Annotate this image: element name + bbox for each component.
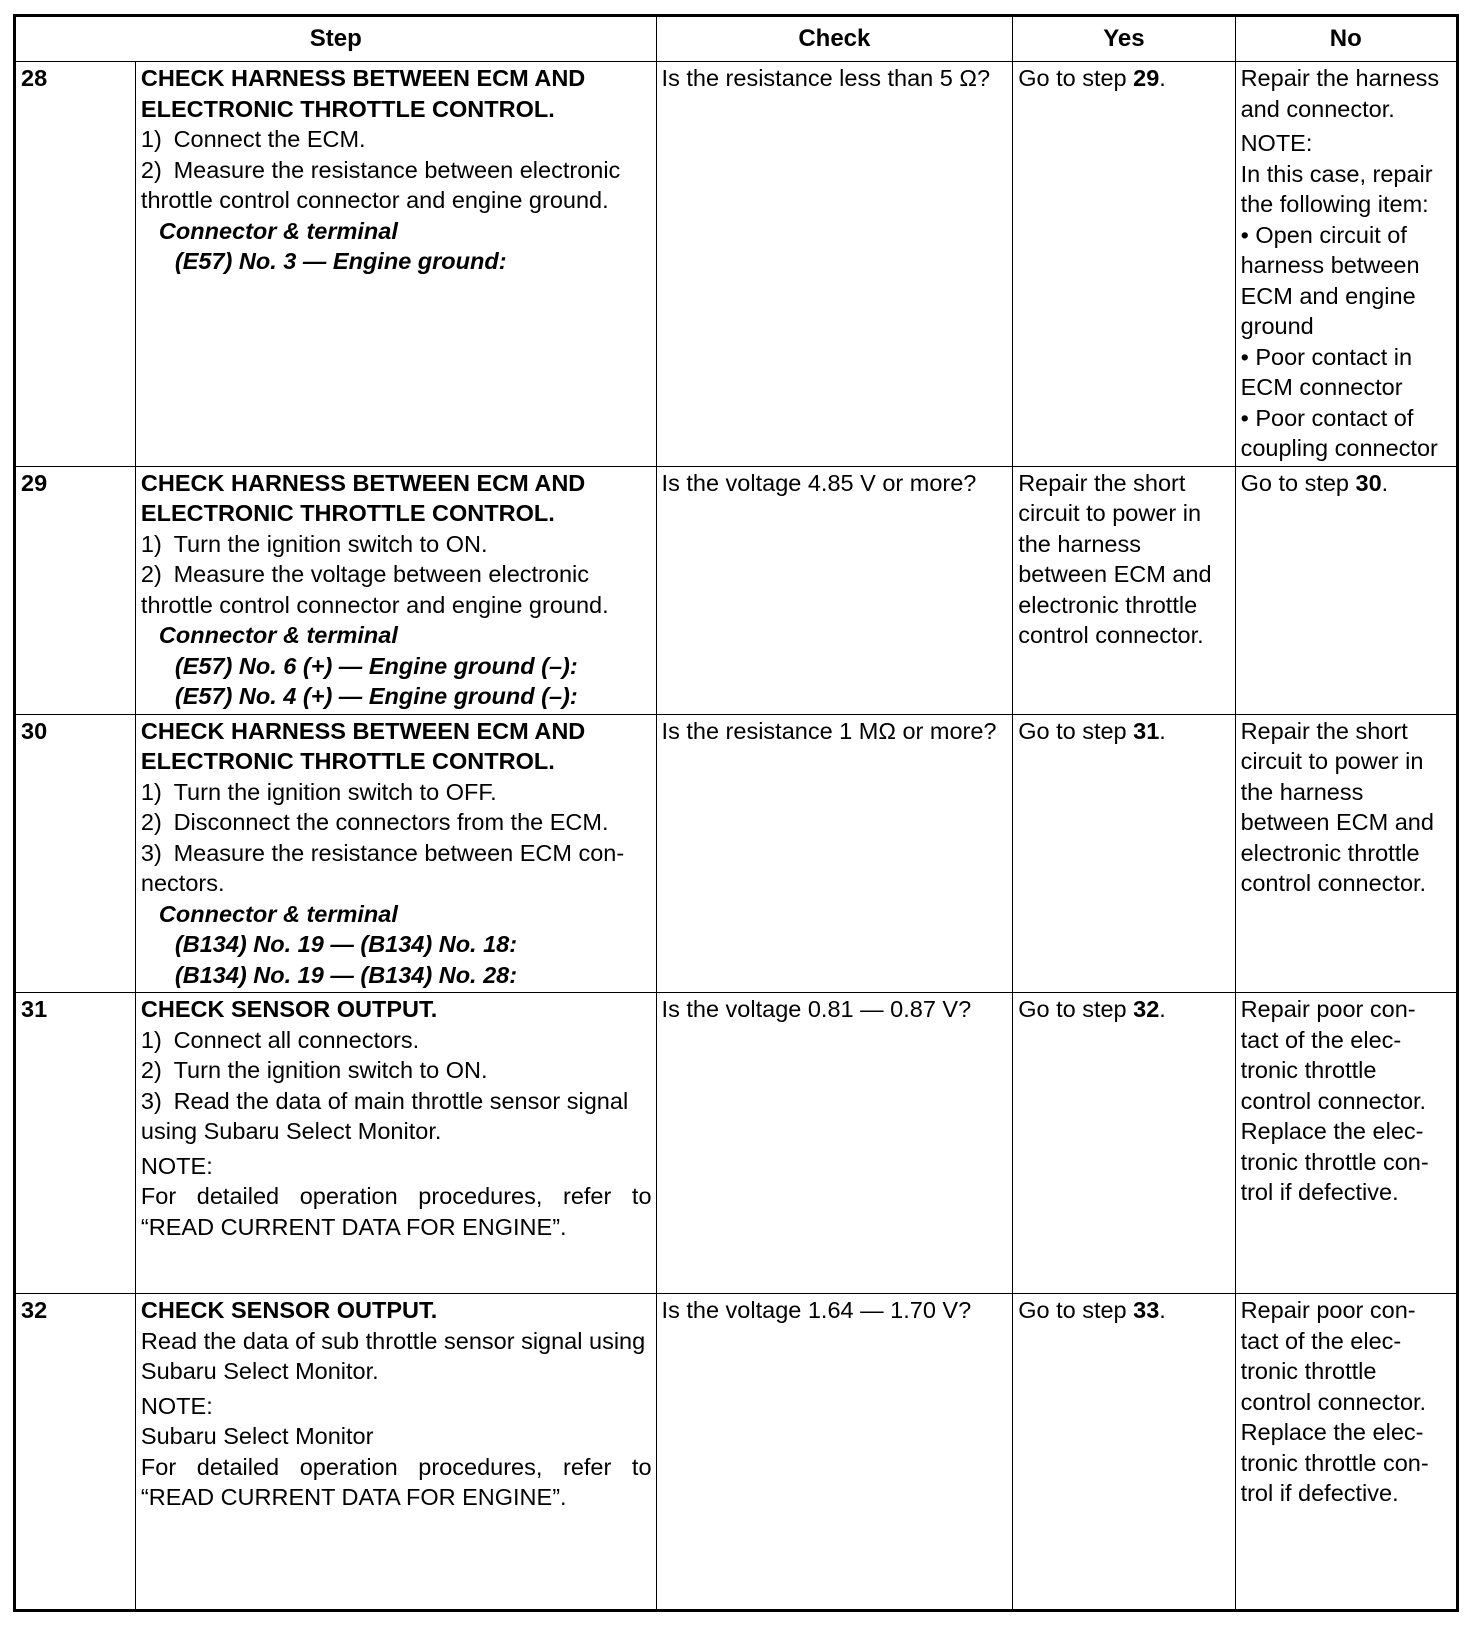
step-title: CHECK HARNESS BETWEEN ECM AND — [140, 717, 586, 744]
step-title: CHECK SENSOR OUTPUT. — [140, 996, 438, 1022]
connector-label: Connector & terminal — [158, 622, 398, 648]
step-description — [135, 62, 656, 467]
note-label: NOTE: — [140, 1152, 213, 1179]
step-item: 1) Connect the ECM. — [140, 126, 366, 152]
yes-cell: Repair the short circuit to power in the harness between ECM and electronic throttle control connector. — [1013, 466, 1235, 714]
note-label: NOTE: — [1240, 130, 1313, 156]
terminal: (E57) No. 4 (+) — Engine ground (–): — [174, 683, 578, 709]
table-row — [15, 714, 1458, 993]
yes-prefix: Go to step — [1018, 717, 1134, 744]
step-title: CHECK SENSOR OUTPUT. — [140, 1297, 438, 1323]
yes-step: 33 — [1133, 1297, 1160, 1323]
header-check: Check — [656, 16, 1013, 62]
table-row — [15, 466, 1458, 714]
yes-step: 29 — [1133, 65, 1160, 91]
step-title: CHECK HARNESS BETWEEN ECM AND — [140, 469, 586, 496]
yes-step: 31 — [1133, 717, 1160, 744]
table-row — [15, 1294, 1458, 1611]
yes-cell — [1013, 1294, 1235, 1611]
note-bullet: • Poor contact of coupling connector — [1241, 403, 1452, 464]
step-item: 3) Read the data of main throttle sensor signal using Subaru Select Monitor. — [140, 1087, 629, 1144]
no-text: Repair the harness and connector. — [1240, 65, 1440, 122]
step-description — [135, 466, 656, 714]
yes-cell — [1013, 714, 1235, 993]
note-label: NOTE: — [140, 1392, 213, 1419]
no-step: 30 — [1355, 469, 1382, 496]
note-bullet: • Poor contact in ECM connector — [1241, 342, 1452, 403]
yes-prefix: Go to step — [1018, 65, 1134, 91]
terminal: (E57) No. 3 — Engine ground: — [174, 248, 507, 274]
note-text: For detailed operation procedures, refer to “READ CURRENT DATA FOR ENGINE”. — [140, 1453, 652, 1510]
table-row — [15, 62, 1458, 467]
step-description — [135, 1294, 656, 1611]
connector-label: Connector & terminal — [158, 217, 398, 244]
note-bullet: • Open circuit of harness between ECM and engine ground — [1241, 220, 1452, 342]
check-cell: Is the resistance less than 5 Ω? — [656, 62, 1013, 467]
yes-suffix: . — [1159, 1297, 1166, 1323]
step-item: 1) Connect all connectors. — [140, 1026, 420, 1053]
step-body: Read the data of sub throttle sensor signal using Subaru Select Monitor. — [140, 1327, 646, 1384]
note-text: For detailed operation procedures, refer to “READ CURRENT DATA FOR ENGINE”. — [140, 1183, 652, 1240]
check-cell: Is the resistance 1 MΩ or more? — [656, 714, 1013, 993]
step-item: 2) Disconnect the connectors from the ECM. — [140, 809, 609, 835]
step-item: 2) Turn the ignition switch to ON. — [140, 1057, 488, 1083]
note-line: Subaru Select Monitor — [140, 1423, 374, 1449]
yes-suffix: . — [1159, 65, 1166, 91]
yes-suffix: . — [1159, 717, 1166, 744]
yes-cell — [1013, 62, 1235, 467]
step-item: 1) Turn the ignition switch to OFF. — [140, 778, 497, 805]
no-prefix: Go to step — [1240, 469, 1356, 496]
terminal: (E57) No. 6 (+) — Engine ground (–): — [174, 652, 578, 679]
yes-prefix: Go to step — [1018, 996, 1134, 1022]
check-cell: Is the voltage 4.85 V or more? — [656, 466, 1013, 714]
yes-cell — [1013, 993, 1235, 1294]
terminal: (B134) No. 19 — (B134) No. 18: — [174, 931, 518, 957]
step-item: 2) Measure the voltage between electronic throttle control connector and engine ground. — [140, 561, 609, 618]
table-row — [15, 993, 1458, 1294]
header-step: Step — [15, 16, 657, 62]
step-item: 2) Measure the resistance between electronic throttle control connector and engine ground. — [140, 156, 621, 213]
no-cell — [1235, 62, 1457, 467]
step-item: 1) Turn the ignition switch to ON. — [140, 530, 488, 557]
note-intro: In this case, repair the following item: — [1240, 160, 1433, 217]
check-cell: Is the voltage 1.64 — 1.70 V? — [656, 1294, 1013, 1611]
step-number: 28 — [15, 62, 136, 467]
no-cell — [1235, 466, 1457, 714]
check-cell: Is the voltage 0.81 — 0.87 V? — [656, 993, 1013, 1294]
header-row — [15, 16, 1458, 62]
step-number: 32 — [15, 1294, 136, 1611]
yes-suffix: . — [1159, 996, 1166, 1022]
header-yes: Yes — [1013, 16, 1235, 62]
step-title: ELECTRONIC THROTTLE CONTROL. — [140, 95, 555, 122]
step-number: 29 — [15, 466, 136, 714]
step-title: ELECTRONIC THROTTLE CONTROL. — [140, 748, 555, 774]
diagnostic-table — [13, 14, 1459, 1612]
no-cell: Repair poor con-tact of the elec-tronic throttle control connector. Replace the elec-tronic throttle con-trol if defective. — [1235, 993, 1457, 1294]
no-suffix: . — [1381, 469, 1389, 496]
no-cell: Repair the short circuit to power in the harness between ECM and electronic throttle control connector. — [1235, 714, 1457, 993]
header-no: No — [1235, 16, 1457, 62]
terminal: (B134) No. 19 — (B134) No. 28: — [174, 961, 518, 988]
step-number: 31 — [15, 993, 136, 1294]
step-title: CHECK HARNESS BETWEEN ECM AND — [140, 65, 586, 91]
yes-prefix: Go to step — [1018, 1297, 1134, 1323]
step-description — [135, 714, 656, 993]
connector-label: Connector & terminal — [158, 900, 398, 927]
step-title: ELECTRONIC THROTTLE CONTROL. — [140, 500, 555, 526]
yes-step: 32 — [1133, 996, 1160, 1022]
no-cell: Repair poor con-tact of the elec-tronic throttle control connector. Replace the elec-tronic throttle con-trol if defective. — [1235, 1294, 1457, 1611]
step-number: 30 — [15, 714, 136, 993]
step-item: 3) Measure the resistance between ECM con-nectors. — [140, 839, 625, 896]
step-description — [135, 993, 656, 1294]
